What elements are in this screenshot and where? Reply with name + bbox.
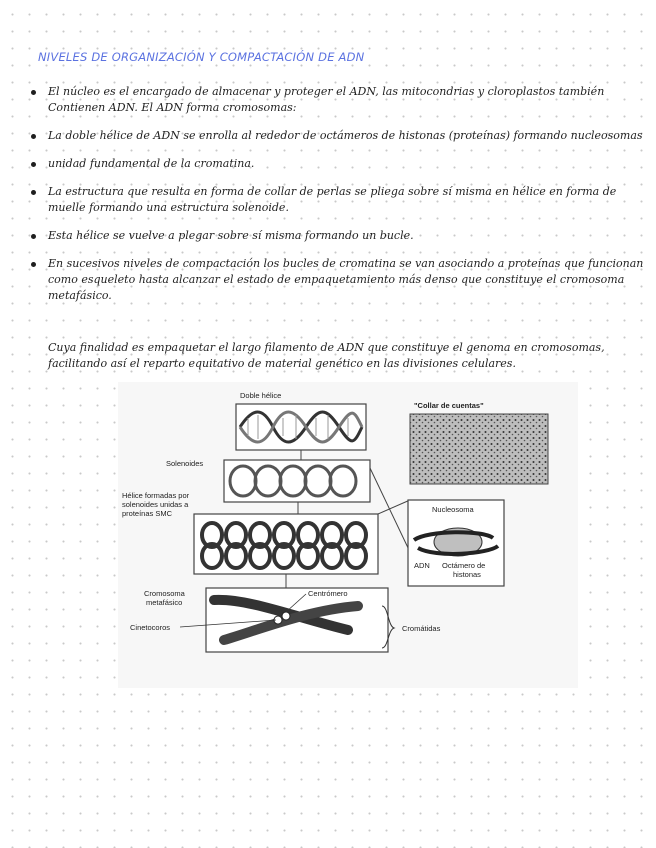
list-item: En sucesivos niveles de compactación los bucles de cromatina se van asociando a proteínas que funcionan como esqueleto hasta alcanzar el estado de empaquetamiento más denso que constituye el cromosoma metafásico. bbox=[20, 256, 646, 304]
chromatin-compaction-figure bbox=[118, 382, 578, 688]
page-title: NIVELES DE ORGANIZACIÓN Y COMPACTACIÓN DE ADN bbox=[38, 50, 365, 64]
label-centromero: Centrómero bbox=[308, 589, 348, 598]
list-item: Esta hélice se vuelve a plegar sobre sí misma formando un bucle. bbox=[20, 228, 646, 244]
label-adn: ADN bbox=[414, 561, 430, 570]
label-doble-helice: Doble hélice bbox=[240, 391, 282, 400]
beads-on-string-micrograph bbox=[410, 414, 548, 484]
label-solenoides: Solenoides bbox=[166, 459, 204, 468]
closing-paragraph: Cuya finalidad es empaquetar el largo filamento de ADN que constituye el genoma en cromosomas, facilitando así el reparto equitativo de material genético en las divisiones celulares. bbox=[48, 341, 605, 370]
label-nucleosoma: Nucleosoma bbox=[432, 505, 474, 514]
figure-illustration bbox=[118, 382, 578, 688]
label-helice-3: proteínas SMC bbox=[122, 509, 173, 518]
label-octamero-2: histonas bbox=[453, 570, 481, 579]
label-cromatidas: Cromátidas bbox=[402, 624, 441, 633]
list-item: La estructura que resulta en forma de collar de perlas se pliega sobre sí misma en hélice en forma de muelle formando una estructura solenoide. bbox=[20, 184, 646, 216]
kinetochore-2 bbox=[282, 612, 290, 620]
label-collar: "Collar de cuentas" bbox=[414, 401, 484, 410]
label-octamero-1: Octámero de bbox=[442, 561, 486, 570]
list-item: La doble hélice de ADN se enrolla al rededor de octámeros de histonas (proteínas) formando nucleosomas bbox=[20, 128, 646, 144]
label-cinetocoros: Cinetocoros bbox=[130, 623, 171, 632]
label-cromosoma-1: Cromosoma bbox=[144, 589, 185, 598]
label-helice-1: Hélice formadas por bbox=[122, 491, 190, 500]
list-item: El núcleo es el encargado de almacenar y proteger el ADN, las mitocondrias y cloroplastos también Contienen ADN. El ADN forma cromosomas: bbox=[20, 84, 646, 116]
bullet-list bbox=[20, 84, 646, 316]
label-helice-2: solenoides unidas a bbox=[122, 500, 189, 509]
list-item: unidad fundamental de la cromatina. bbox=[20, 156, 646, 172]
label-cromosoma-2: metafásico bbox=[146, 598, 183, 607]
